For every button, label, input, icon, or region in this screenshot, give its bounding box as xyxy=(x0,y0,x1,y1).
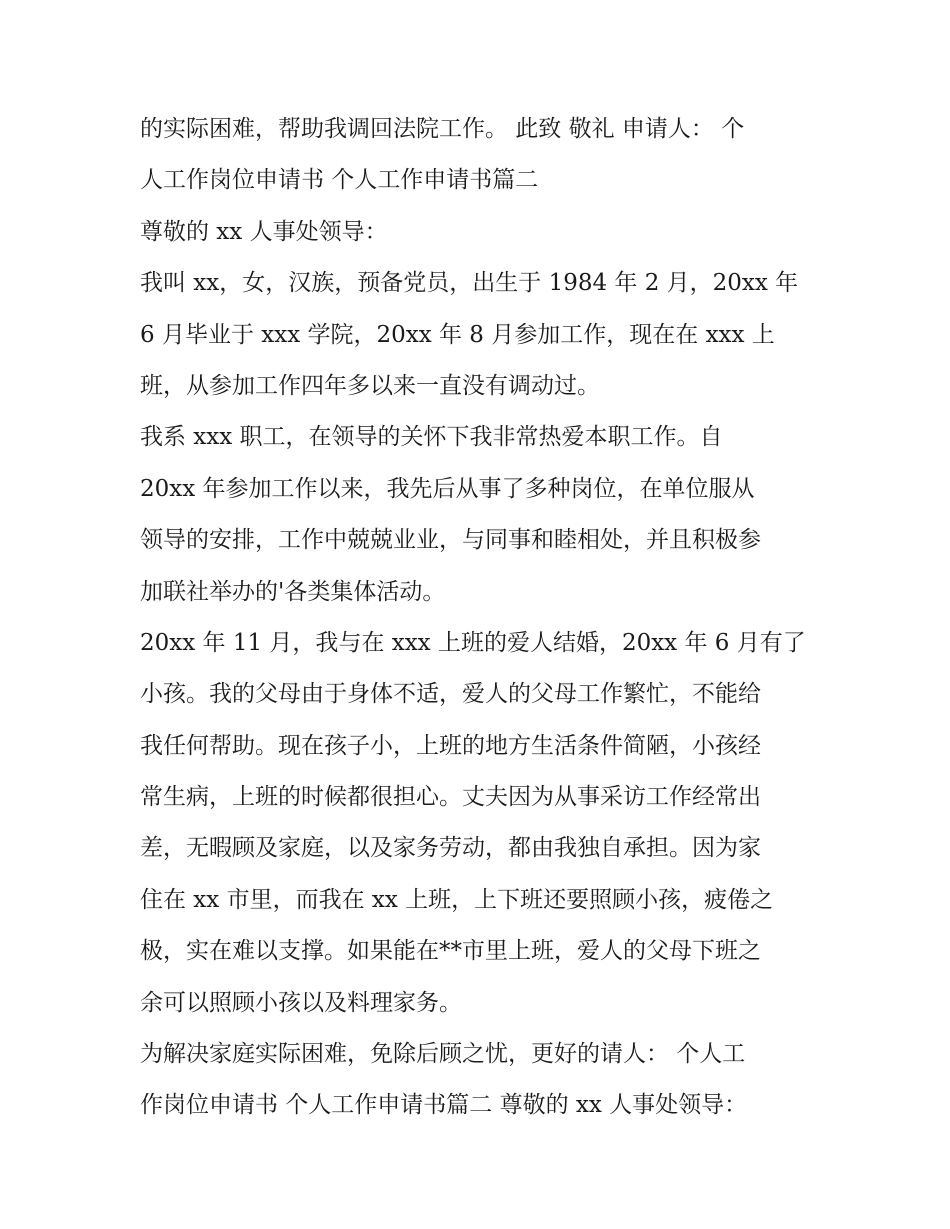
document-body xyxy=(140,104,820,1132)
text-line: 余可以照顾小孩以及料理家务。 xyxy=(140,989,462,1016)
text-line: 常生病，上班的时候都很担心。丈夫因为从事采访工作经常出 xyxy=(140,784,761,811)
text-line: 我叫 xx，女，汉族，预备党员，出生于 1984 年 2 月，20xx 年 xyxy=(140,270,799,297)
text-line: 班，从参加工作四年多以来一直没有调动过。 xyxy=(140,372,600,399)
text-line: 差，无暇顾及家庭，以及家务劳动，都由我独自承担。因为家 xyxy=(140,835,761,862)
text-line: 作岗位申请书 个人工作申请书篇二 尊敬的 xx 人事处领导： xyxy=(140,1092,748,1119)
text-line: 尊敬的 xx 人事处领导： xyxy=(140,218,388,245)
text-line: 小孩。我的父母由于身体不适，爱人的父母工作繁忙，不能给 xyxy=(140,681,761,708)
text-line: 20xx 年 11 月，我与在 xxx 上班的爱人结婚，20xx 年 6 月有了 xyxy=(140,629,806,656)
text-line: 6 月毕业于 xxx 学院，20xx 年 8 月参加工作，现在在 xxx 上 xyxy=(140,321,775,348)
text-line: 我任何帮助。现在孩子小，上班的地方生活条件简陋，小孩经 xyxy=(140,732,761,759)
text-line: 人工作岗位申请书 个人工作申请书篇二 xyxy=(140,167,539,194)
text-line: 极，实在难以支撑。如果能在**市里上班，爱人的父母下班之 xyxy=(140,938,761,965)
text-line: 的实际困难，帮助我调回法院工作。 此致 敬礼 申请人： 个 xyxy=(140,116,745,142)
text-line: 加联社举办的'各类集体活动。 xyxy=(140,578,446,605)
text-line: 我系 xxx 职工，在领导的关怀下我非常热爱本职工作。自 xyxy=(140,424,723,451)
text-line: 20xx 年参加工作以来，我先后从事了多种岗位，在单位服从 xyxy=(140,475,755,502)
text-line: 为解决家庭实际困难，免除后顾之忧，更好的请人： 个人工 xyxy=(140,1041,746,1068)
text-line: 领导的安排，工作中兢兢业业，与同事和睦相处，并且积极参 xyxy=(140,527,761,554)
text-line: 住在 xx 市里，而我在 xx 上班，上下班还要照顾小孩，疲倦之 xyxy=(140,886,774,913)
